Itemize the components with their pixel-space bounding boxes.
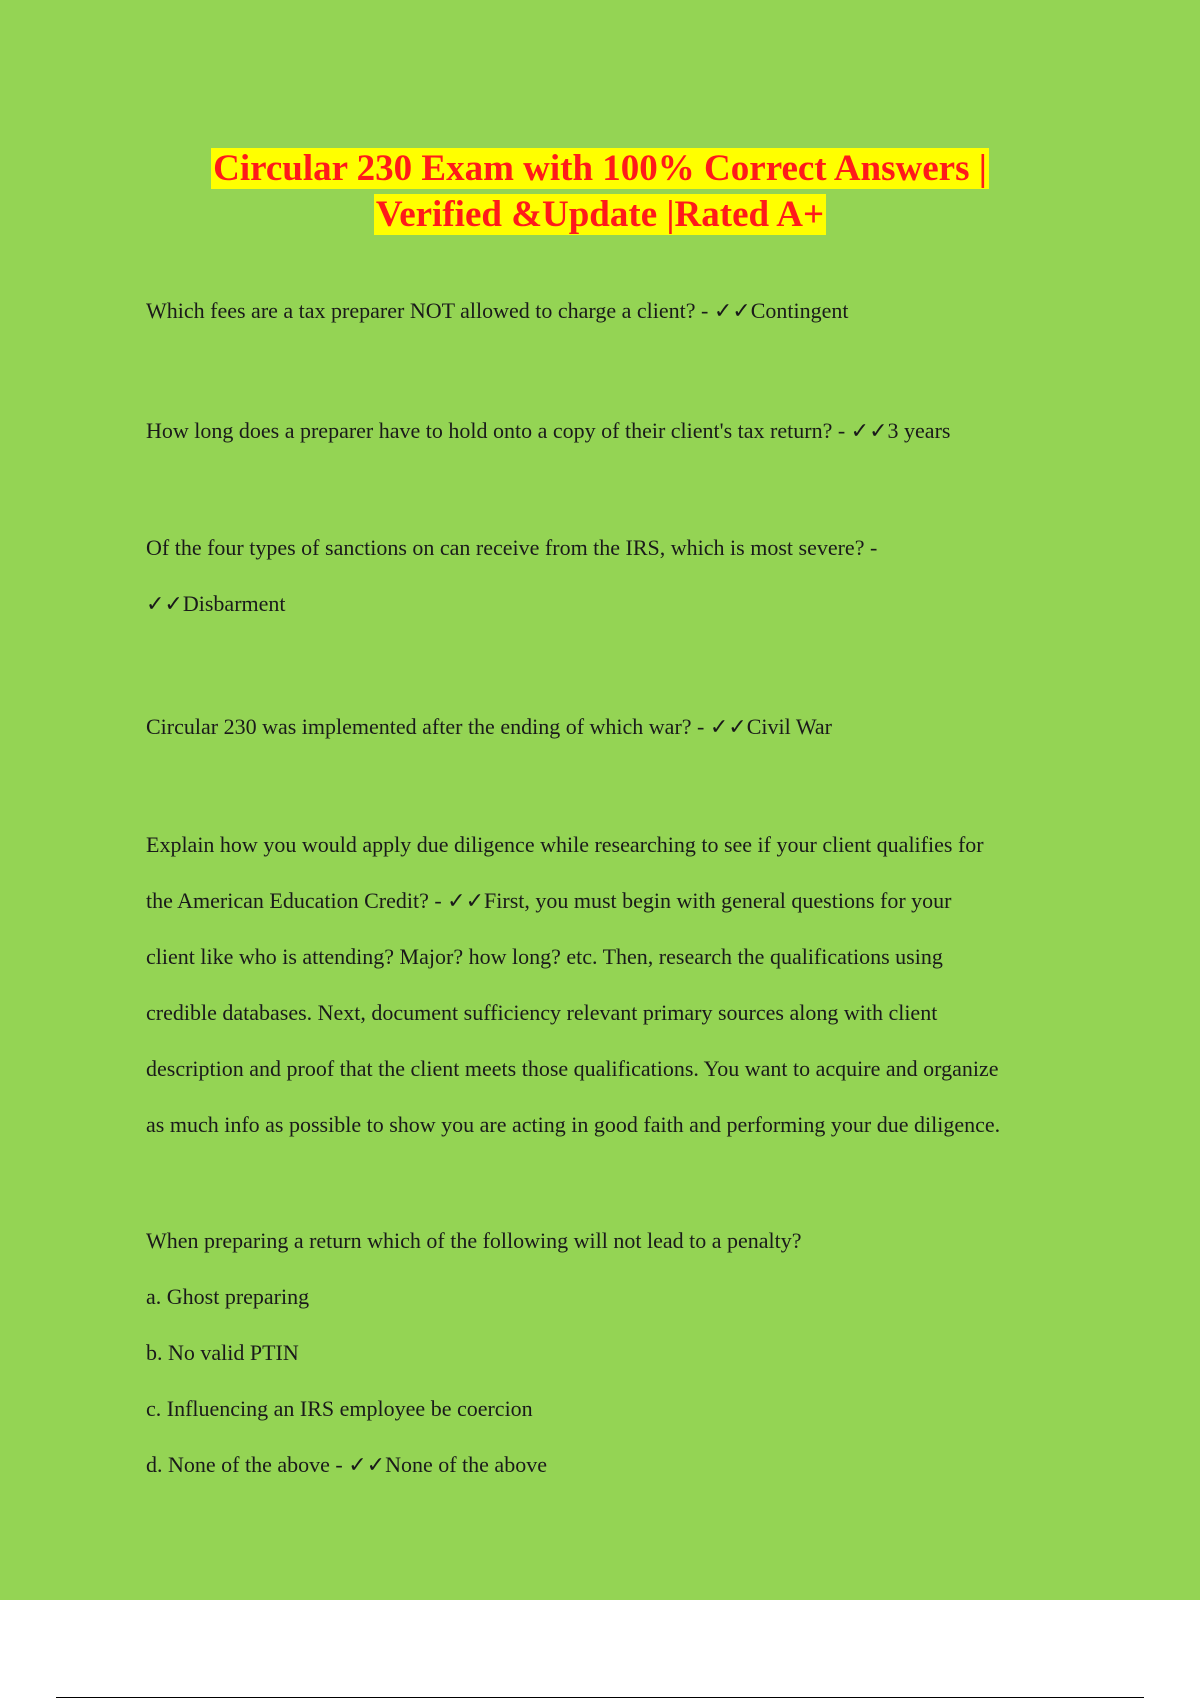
answer-text: client like who is attending? Major? how long? etc. Then, research the qualifications using [146, 944, 943, 969]
document-title [0, 146, 1200, 238]
question-text: the American Education Credit? - ✓✓First, you must begin with general questions for your [146, 888, 952, 913]
question-6 [146, 1213, 1096, 1493]
option-c: c. Influencing an IRS employee be coercion [146, 1396, 533, 1421]
option-b: b. No valid PTIN [146, 1340, 299, 1365]
question-text: Of the four types of sanctions on can receive from the IRS, which is most severe? - [146, 535, 878, 560]
question-4 [146, 699, 1096, 755]
option-a: a. Ghost preparing [146, 1284, 310, 1309]
question-text: Circular 230 was implemented after the ending of which war? - ✓✓Civil War [146, 714, 832, 739]
option-d-answer: d. None of the above - ✓✓None of the above [146, 1452, 547, 1477]
answer-text: credible databases. Next, document sufficiency relevant primary sources along with client [146, 1000, 938, 1025]
answer-text: description and proof that the client meets those qualifications. You want to acquire and organize [146, 1056, 999, 1081]
footer-divider [56, 1697, 1144, 1698]
question-1 [146, 283, 1096, 339]
question-3 [146, 520, 1096, 632]
question-text: How long does a preparer have to hold onto a copy of their client's tax return? - ✓✓3 years [146, 418, 951, 443]
answer-text: ✓✓Disbarment [146, 591, 286, 616]
question-text: Explain how you would apply due diligence while researching to see if your client qualifies for [146, 832, 984, 857]
answer-text: as much info as possible to show you are acting in good faith and performing your due diligence. [146, 1112, 1001, 1137]
title-line-1: Circular 230 Exam with 100% Correct Answers | [213, 148, 987, 189]
question-2 [146, 403, 1096, 459]
question-text: When preparing a return which of the following will not lead to a penalty? [146, 1228, 802, 1253]
question-5 [146, 817, 1096, 1153]
question-text: Which fees are a tax preparer NOT allowed to charge a client? - ✓✓Contingent [146, 298, 849, 323]
title-line-2: Verified &Update |Rated A+ [375, 194, 825, 235]
